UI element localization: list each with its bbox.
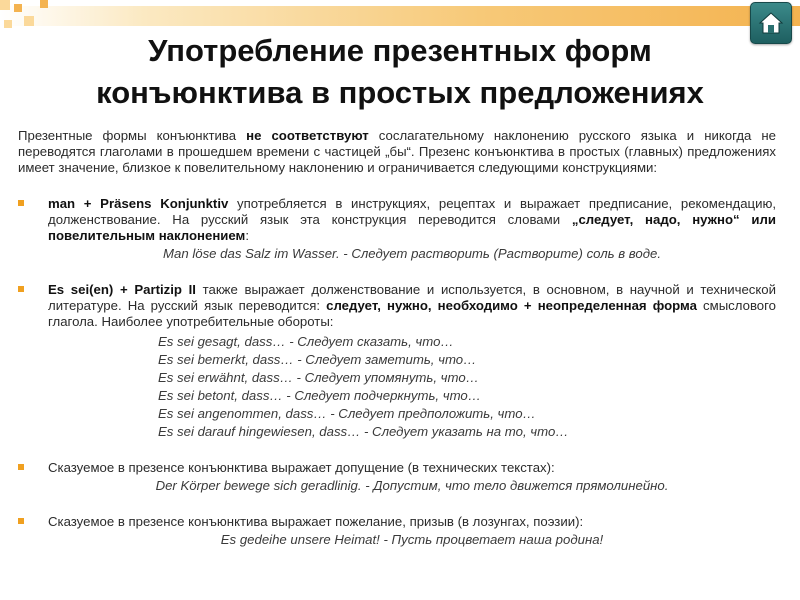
title-line-1: Употребление презентных форм [148,33,652,68]
example-line: Es sei bemerkt, dass… - Следует заметить, что… [158,352,477,367]
intro-text-2: сослагательному наклонению русского языка и никогда не переводятся глаголами в прошедшем времени с частицей „бы“. Презенс конъюнктива в простых (главных) предложениях имеет значение, близкое к повелительному наклонению и ограничивается следующими конструкциями: [18,128,776,175]
example-line: Es sei angenommen, dass… - Следует предположить, что… [158,406,536,421]
top-gradient-bar [0,6,800,26]
item4-text: Сказуемое в презенсе конъюнктива выражает пожелание, призыв (в лозунгах, поэзии): [48,514,584,529]
list-item-wish [18,514,776,548]
item1-bold-1: man + Präsens Konjunktiv [48,196,229,211]
item1-text-1: употребляется в инструкциях, рецептах и выражает предписание, рекомендацию, долженствование. На русский язык эта конструкция переводится словами [48,196,776,227]
item3-text: Сказуемое в презенсе конъюнктива выражает допущение (в технических текстах): [48,460,555,475]
slide-content [18,128,776,548]
item1-example: Man löse das Salz im Wasser. - Следует растворить (Растворите) соль в воде. [163,246,661,261]
bullet-square-icon [18,518,24,524]
example-line: Es sei erwähnt, dass… - Следует упомянуть, что… [158,370,479,385]
top-decoration [0,0,800,32]
intro-text-1: Презентные формы конъюнктива [18,128,247,143]
item1-bold-2: „следует, надо, нужно“ или повелительным наклонением [48,212,776,243]
title-line-2: конъюнктива в простых предложениях [96,75,704,110]
item1-text-2: : [245,228,249,243]
item2-text-2: смыслового глагола. Наиболее употребительные обороты: [48,298,776,329]
list-item-assumption [18,460,776,494]
deco-square [40,0,48,8]
example-line: Es sei gesagt, dass… - Следует сказать, что… [158,334,454,349]
intro-bold-1: не соответствуют [246,128,369,143]
list-item-man-konjunktiv [18,196,776,262]
deco-square [4,20,12,28]
example-line: Es sei betont, dass… - Следует подчеркнуть, что… [158,388,481,403]
page-title [20,30,780,114]
deco-square [0,0,10,10]
item2-text-1: также выражает долженствование и используется, в основном, в научной и технической литературе. На русский язык переводится: [48,282,776,313]
deco-square [24,16,34,26]
item2-example-list [48,334,776,440]
deco-square [14,4,22,12]
item4-example: Es gedeihe unsere Heimat! - Пусть процветает наша родина! [220,532,604,547]
bullet-square-icon [18,200,24,206]
item2-bold-1: Es sei(en) + Partizip II [48,282,196,297]
bullet-square-icon [18,464,24,470]
list-item-es-sei-partizip [18,282,776,440]
item2-bold-2: следует, нужно, необходимо + неопределенная форма [326,298,697,313]
intro-paragraph [18,128,776,176]
bullet-square-icon [18,286,24,292]
item3-example: Der Körper bewege sich geradlinig. - Допустим, что тело движется прямолинейно. [155,478,669,493]
example-line: Es sei darauf hingewiesen, dass… - Следует указать на то, что… [158,424,569,439]
